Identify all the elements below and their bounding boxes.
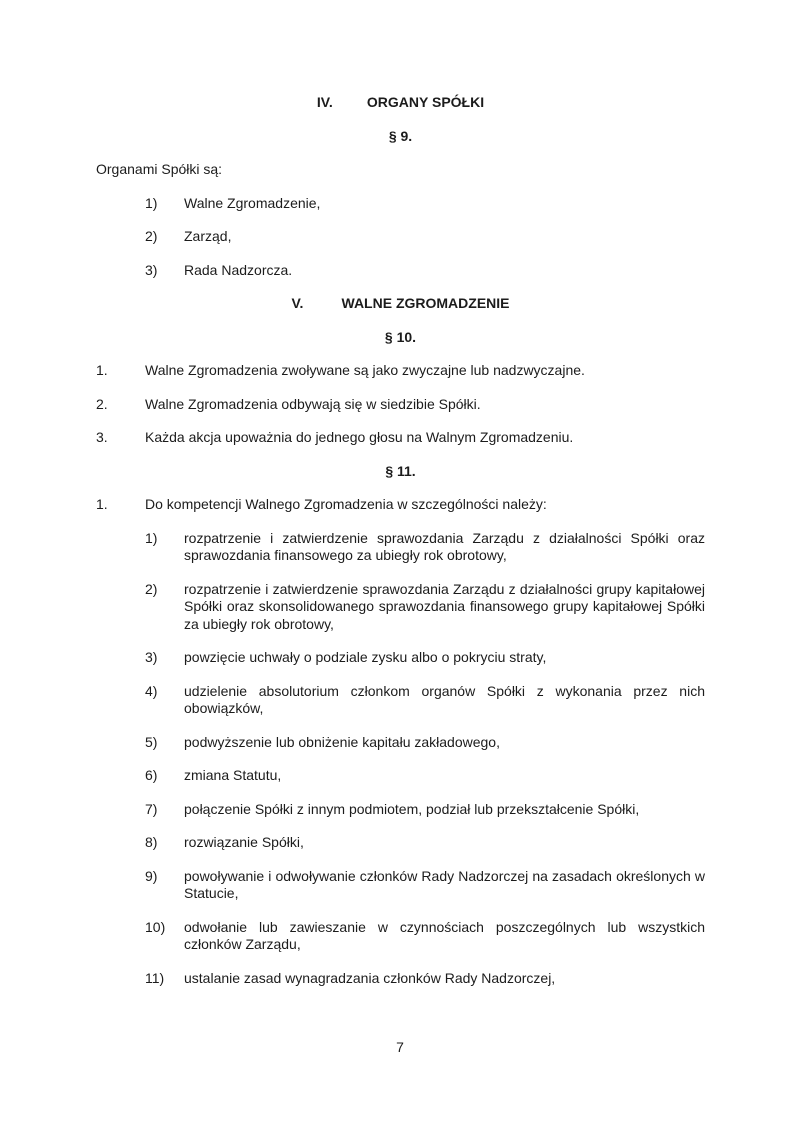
list-item-marker: 1. (96, 496, 108, 512)
list-item (145, 683, 705, 718)
section-iv-headline (317, 94, 484, 112)
section-v-heading (96, 295, 705, 313)
list-item (96, 396, 705, 414)
list-item-marker: 5) (145, 733, 158, 750)
list-item (145, 649, 705, 667)
list-item-text: Zarząd, (184, 228, 232, 244)
list-item (145, 262, 705, 280)
list-item-text: podwyższenie lub obniżenie kapitału zakładowego, (184, 733, 500, 750)
list-item (145, 970, 705, 988)
list-item (145, 195, 705, 213)
list-item-text: połączenie Spółki z innym podmiotem, podział lub przekształcenie Spółki, (184, 800, 640, 817)
list-item-text: powzięcie uchwały o podziale zysku albo o pokryciu straty, (184, 649, 547, 665)
section-v-headline (292, 295, 510, 313)
list-item-marker: 7) (145, 800, 158, 817)
list-item-marker: 3) (145, 261, 158, 278)
list-item (96, 362, 705, 380)
section-iv-title: ORGANY SPÓŁKI (366, 94, 485, 110)
list-item-marker: 3. (96, 429, 108, 445)
list-item-text: powoływanie i odwoływanie członków Rady Nadzorczej na zasadach określonych w Statucie, (184, 867, 705, 901)
list-item-text: rozwiązanie Spółki, (184, 834, 304, 850)
list-item (96, 496, 705, 514)
list-item (145, 228, 705, 246)
list-item-marker: 9) (145, 867, 158, 884)
section-iv-number: IV. (316, 94, 333, 110)
list-item-text: Walne Zgromadzenia odbywają się w siedzibie Spółki. (145, 395, 481, 412)
list-item-marker: 8) (145, 834, 158, 850)
list-item-marker: 11) (145, 969, 165, 986)
list-item-text: ustalanie zasad wynagradzania członków Rady Nadzorczej, (184, 969, 556, 986)
page-number: 7 (396, 1039, 404, 1055)
list-item-marker: 10) (145, 918, 166, 935)
list-item (145, 530, 705, 565)
section-v-number: V. (291, 295, 304, 311)
paragraph-10-heading: § 10. (384, 328, 417, 345)
document-page (96, 94, 705, 1003)
list-item-text: Walne Zgromadzenia zwoływane są jako zwyczajne lub nadzwyczajne. (145, 362, 585, 378)
list-item-text: rozpatrzenie i zatwierdzenie sprawozdania Zarządu z działalności Spółki oraz sprawozdania finansowego za ubiegły rok obrotowy, (184, 529, 705, 563)
list-item-text: zmiana Statutu, (184, 767, 282, 783)
list-item-marker: 6) (145, 767, 158, 783)
list-item (96, 429, 705, 447)
list-item-marker: 4) (145, 682, 158, 699)
section-v-title: WALNE ZGROMADZENIE (341, 295, 510, 311)
paragraph-11-heading: § 11. (385, 462, 416, 479)
list-item (145, 581, 705, 634)
list-item-marker: 2. (96, 395, 108, 412)
section-iv-heading (96, 94, 705, 112)
list-item-text: Rada Nadzorcza. (184, 261, 293, 278)
list-item-marker: 3) (145, 649, 158, 665)
list-item-text: udzielenie absolutorium członkom organów Spółki z wykonania przez nich obowiązków, (184, 682, 705, 716)
list-item (145, 801, 705, 819)
list-item (145, 767, 705, 785)
list-item-marker: 1) (145, 529, 158, 546)
list-item (145, 734, 705, 752)
list-item-text: Walne Zgromadzenie, (184, 194, 321, 211)
list-item-text: odwołanie lub zawieszanie w czynnościach poszczególnych lub wszystkich członków Zarządu, (184, 918, 705, 952)
list-item-text: Każda akcja upoważnia do jednego głosu na Walnym Zgromadzeniu. (145, 429, 574, 445)
list-item-text: rozpatrzenie i zatwierdzenie sprawozdania Zarządu z działalności grupy kapitałowej Spółki oraz skonsolidowanego sprawozdania finansowego grupy kapitałowej Spółki za ubiegły rok obrotowy, (184, 580, 705, 632)
list-item (145, 834, 705, 852)
list-item (145, 919, 705, 954)
list-item-marker: 2) (145, 580, 158, 597)
list-item (145, 868, 705, 903)
list-item-marker: 1) (145, 194, 158, 211)
paragraph-9-heading: § 9. (388, 127, 413, 144)
list-item-marker: 2) (145, 228, 158, 244)
list-item-marker: 1. (96, 362, 108, 378)
list-item-text: Do kompetencji Walnego Zgromadzenia w szczególności należy: (145, 496, 547, 512)
paragraph-9-intro: Organami Spółki są: (96, 161, 223, 177)
